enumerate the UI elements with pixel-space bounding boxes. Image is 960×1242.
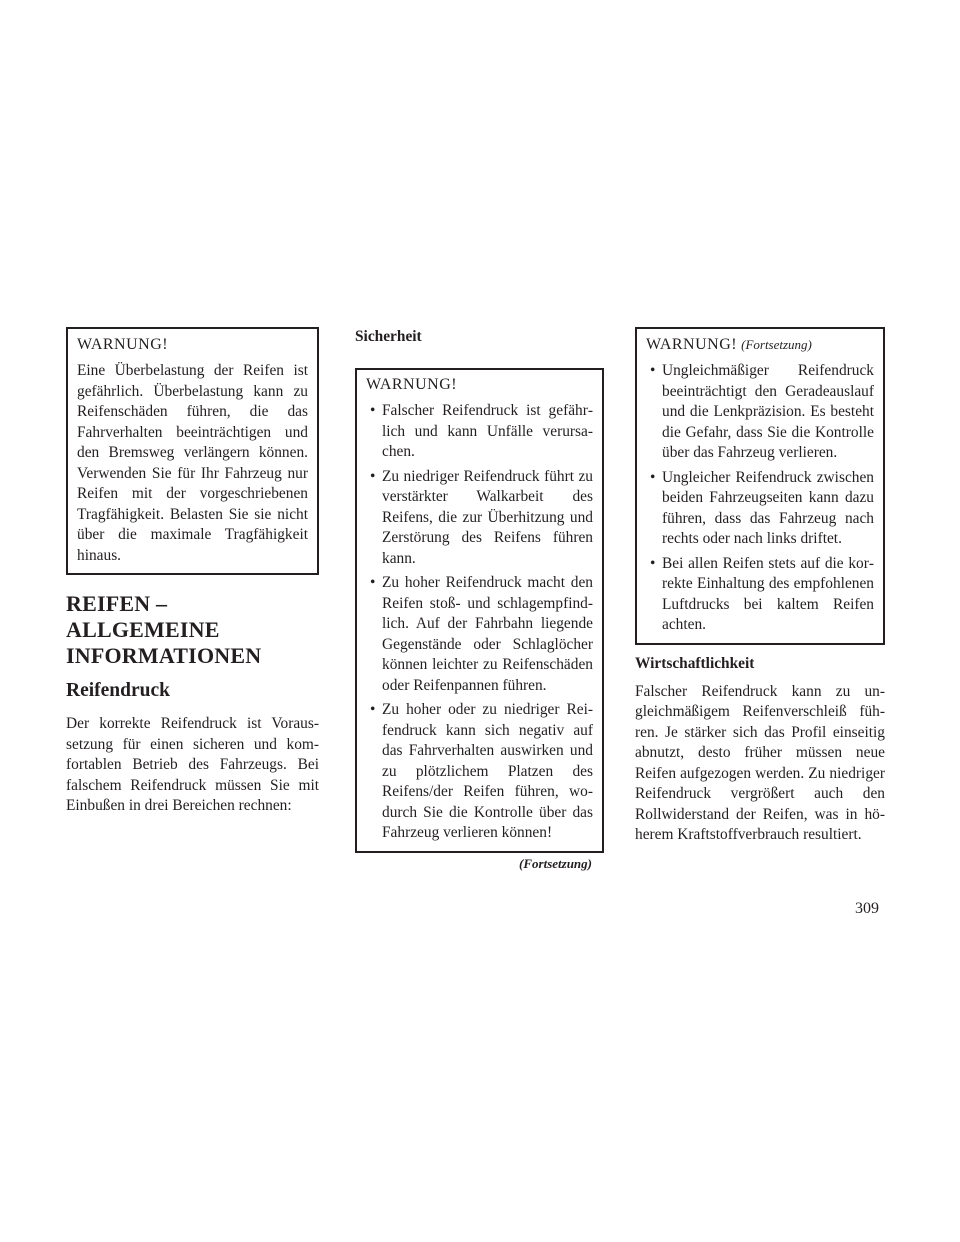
warning-box-safety [355,368,604,853]
column-right [635,327,885,846]
subsection-heading: Reifendruck [66,680,170,701]
column-left [66,327,319,817]
warning-item: • Zu hoher oder zu niedriger Reifendruck kann sich negativ auf das Fahrverhalten auswirken und zu plötzlichem Platzen des Reifens/der Reifen führen, wodurch Sie die Kontrolle über das Fahrzeug verlieren können! [366,700,593,844]
warning-list [366,401,593,844]
warning-item: • Bei allen Reifen stets auf die korrekte Einhaltung des empfohlenen Luftdrucks bei kaltem Reifen achten. [646,554,874,636]
economy-paragraph: Falscher Reifendruck kann zu ungleichmäßigem Reifenverschleiß führen. Je stärker sich das Profil einseitig abnutzt, desto früher müssen neue Reifen aufgezogen werden. Zu niedriger Reifendruck vergrößert auch den Rollwiderstand der Reifen, was in höherem Kraftstoffverbrauch resultiert. [635,682,885,843]
warning-item: • Ungleichmäßiger Reifendruck beeinträchtigt den Geradeauslauf und die Lenkpräzision. Es besteht die Gefahr, dass Sie die Kontrolle über das Fahrzeug verlieren. [646,361,874,464]
warning-title: WARNUNG! [646,336,738,353]
section-heading: REIFEN – ALLGEMEINE INFORMATIONEN [66,591,262,668]
warning-item: • Zu niedriger Reifendruck führt zu verstärkter Walkarbeit des Reifens, die zur Überhitzung und Zerstörung des Reifens führen kann. [366,467,593,570]
warning-box-continued [635,327,885,645]
warning-title: WARNUNG! [77,336,169,353]
warning-list [646,361,874,636]
continued-note: (Fortsetzung) [519,855,592,871]
safety-heading: Sicherheit [355,328,422,345]
warning-title-row [646,335,874,355]
intro-paragraph: Der korrekte Reifendruck ist Voraussetzung für einen sicheren und komfortablen Betrieb des Fahrzeugs. Bei falschem Reifendruck müssen Sie mit Einbußen in drei Bereichen rechnen: [66,715,319,814]
page-number: 309 [855,900,879,917]
warning-item: • Falscher Reifendruck ist gefährlich und kann Unfälle verursachen. [366,401,593,463]
warning-item: • Zu hoher Reifendruck macht den Reifen stoß- und schlagempfindlich. Auf der Fahrbahn liegende Gegenstände oder Schlaglöcher können leichter zu Reifenschäden oder Reifenpannen führen. [366,573,593,696]
column-middle [355,327,604,872]
warning-item: • Ungleicher Reifendruck zwischen beiden Fahrzeugseiten kann dazu führen, dass das Fahrzeug nach rechts oder nach links driftet. [646,468,874,550]
economy-heading: Wirtschaftlichkeit [635,654,755,672]
warning-title: WARNUNG! [366,376,458,393]
warning-box-overload [66,327,319,575]
warning-continued-label: (Fortsetzung) [741,337,812,352]
warning-text: Eine Überbelastung der Reifen ist gefährlich. Überbelastung kann zu Reifenschäden führen, die das Fahrverhalten beeinträchtigen und den Bremsweg verlängern können. Verwenden Sie für Ihr Fahrzeug nur Reifen mit der vorgeschriebenen Tragfähigkeit. Belasten Sie sie nicht über die maximale Tragfähigkeit hinaus. [77,362,308,564]
